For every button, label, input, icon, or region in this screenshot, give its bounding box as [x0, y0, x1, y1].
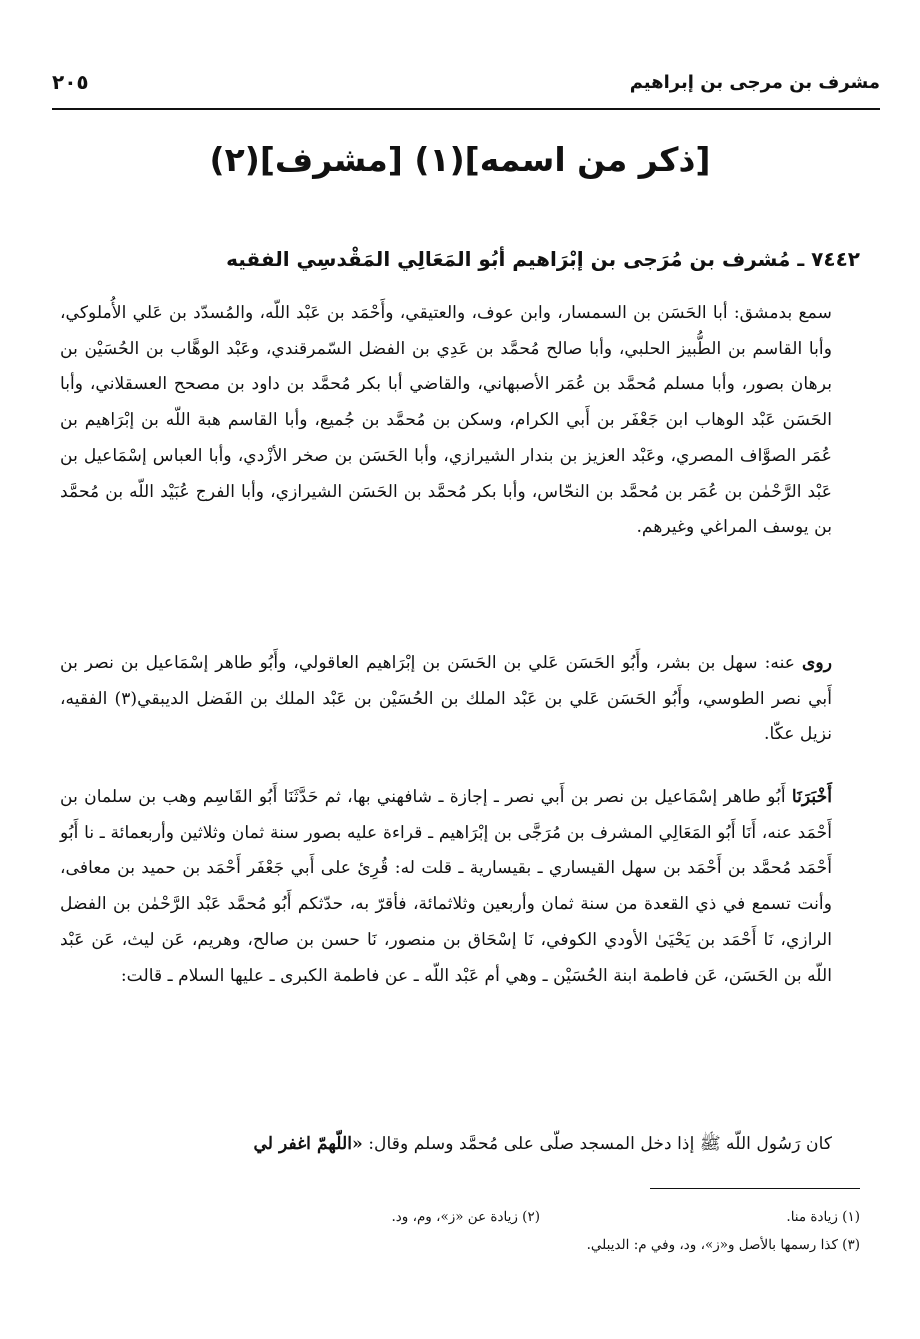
paragraph-text: سمع بدمشق: أبا الحَسَن بن السمسار، وابن عوف، والعتيقي، وأَحْمَد بن عَبْد اللّه، والمُسدّد بن عَلي الأُملوكي، وأبا القاسم بن الطُّبيز الحلبي، وأبا صالح مُحمَّد بن عَدِي بن الفضل السّمرقندي، وعَبْد الوهَّاب بن الحُسَيْن بن برهان بصور، وأبا مسلم مُحمَّد بن عُمَر الأصبهاني، والقاضي أبا بكر مُحمَّد بن داود بن مصحح العسقلاني، وأبا الحَسَن عَبْد الوهاب ابن جَعْفَر بن أَبي الكرام، وسكن بن مُحمَّد بن جُميع، وأبا القاسم هبة اللّه بن إبْرَاهيم بن عُمَر الصوَّاف المصري، وعَبْد العزيز بن بندار الشيرازي، وأبا الحَسَن بن صخر الأزْدي، وأبا العباس إسْمَاعيل بن عَبْد الرَّحْمٰن بن عُمَر بن مُحمَّد بن النحّاس، وأبا بكر مُحمَّد بن الحَسَن الشيرازي، وأبا الفرج عُبَيْد اللّه بن مُحمَّد بن يوسف المراغي وغيرهم. [60, 303, 832, 538]
paragraph-lead-word: روى [801, 653, 832, 673]
running-title: مشرف بن مرجى بن إبراهيم [629, 72, 880, 93]
paragraph-text: أَبُو طاهر إسْمَاعيل بن نصر بن أَبي نصر ـ إجازة ـ شافهني بها، ثم حَدَّثَنَا أَبُو القَاسِم وهب بن سلمان بن أَحْمَد عنه، أَنَا أَبُو المَعَالِي المشرف بن مُرَجَّى بن إبْرَاهيم ـ قراءة عليه بصور سنة ثمان وثلاثين وأربعمائة ـ نا أَبُو أَحْمَد مُحمَّد بن أَحْمَد بن سهل القيساري ـ بقيسارية ـ قلت له: قُرِئ على أَبي جَعْفَر أَحْمَد بن حميد بن معافى، وأنت تسمع في ذي القعدة من سنة ثمان وأربعين وثلاثمائة، فأقرّ به، حدّثكم أَبُو مُحمَّد عَبْد الرَّحْمٰن بن الفضل الرازي، نَا أَحْمَد بن يَحْيَىٰ الأودي الكوفي، نَا إسْحَاق بن منصور، نَا حسن بن صالح، وهريم، عَن ليث، عَن عَبْد اللّه بن الحَسَن، عَن فاطمة ابنة الحُسَيْن ـ وهي أم عَبْد اللّه ـ عن فاطمة الكبرى ـ عليها السلام ـ قالت: [60, 787, 832, 986]
page-number: ٢٠٥ [52, 70, 89, 94]
footnote-rule [650, 1188, 860, 1189]
entry-heading: ٧٤٤٢ ـ مُشرف بن مُرَجى بن إبْرَاهيم أبُو المَعَالِي المَقْدسِي الفقيه [226, 247, 860, 271]
footnote-1: (١) زيادة منا. [786, 1209, 860, 1225]
footnote-2: (٢) زيادة عن «ز»، وم، ود. [391, 1209, 540, 1225]
paragraph-lead-word: أَخْبَرَنَا [791, 787, 832, 807]
paragraph-heard-from [60, 296, 860, 546]
paragraph-narrated-by [60, 646, 860, 753]
section-title: [ذكر من اسمه](١) [مشرف](٢) [209, 140, 711, 179]
page-header [52, 62, 880, 102]
paragraph-text: عنه: سهل بن بشر، وأَبُو الحَسَن عَلي بن الحَسَن بن إبْرَاهيم العاقولي، وأَبُو طاهر إسْمَاعيل بن نصر بن أَبي نصر الطوسي، وأَبُو الحَسَن عَلي بن عَبْد الملك بن الحُسَيْن بن عَبْد الملك بن الفَضل الديبقي(٣) الفقيه، نزيل عكّا. [60, 653, 832, 745]
footnotes [60, 1203, 860, 1259]
header-rule [52, 108, 880, 110]
footnote-3: (٣) كذا رسمها بالأصل و«ز»، ود، وفي م: الديبلي. [586, 1237, 860, 1253]
paragraph-text: كان رَسُول اللّه ﷺ إذا دخل المسجد صلّى على مُحمَّد وسلم وقال: [362, 1134, 832, 1154]
paragraph-hadith [60, 1127, 860, 1163]
paragraph-quote: «اللّهمّ اغفر لي [253, 1134, 363, 1154]
paragraph-isnad [60, 780, 860, 994]
footnote-row [60, 1203, 860, 1231]
